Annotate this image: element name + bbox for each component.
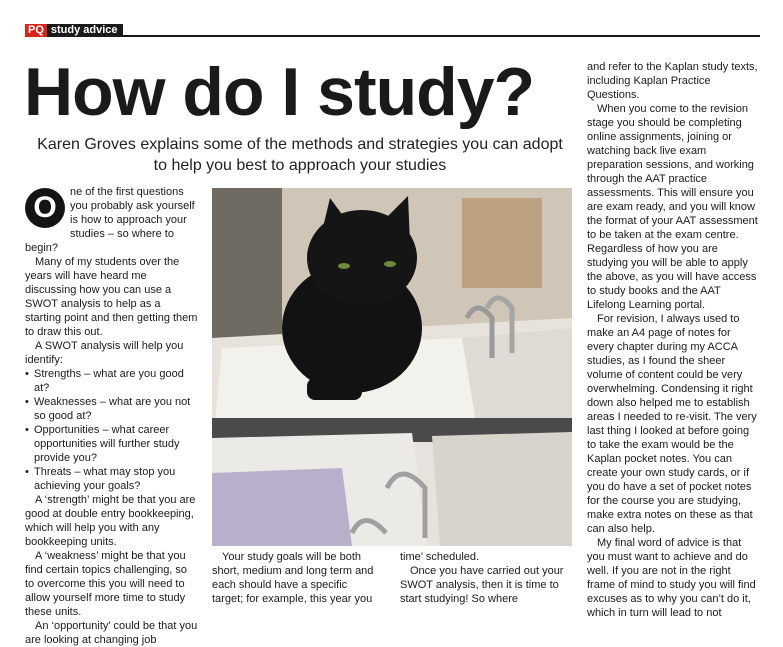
swot-list [25, 367, 198, 493]
article-standfirst: Karen Groves explains some of the methods and strategies you can adopt to help you best to approach your studies [37, 136, 563, 174]
list-item: • Opportunities – what career opportunities will further study provide you? [25, 423, 198, 465]
column-2 [212, 550, 374, 606]
column-4 [587, 60, 759, 620]
column-1 [25, 185, 198, 647]
paragraph: and refer to the Kaplan study texts, including Kaplan Practice Questions. [587, 61, 758, 101]
section-label: study advice [50, 24, 118, 36]
cat-paw [307, 378, 362, 400]
cat-eye-right [384, 261, 396, 267]
background-plant [462, 198, 542, 288]
paragraph: time’ scheduled. [400, 551, 480, 563]
paragraph: Many of my students over the years will have heard me discussing how you can use a SWOT analysis to help as a starting point and then getting them to draw this out. [25, 256, 198, 338]
photo-illustration [212, 188, 572, 546]
lined-notebook [432, 432, 572, 546]
article-title: How do I study? [24, 54, 535, 130]
paragraph: An ‘opportunity’ could be that you are looking at changing job [25, 620, 198, 646]
paragraph: For revision, I always used to make an A4 page of notes for every chapter during my ACCA studies, as I found the sheer volume of content could be very overwhelming. Condensing it right down also helped me to establish areas I needed to re-visit. The very last thing I looked at before going to take the exam would be the Kaplan pocket notes. You can create your own study cards, or if you do have a set of pocket notes for the course you are studying, make extra notes on these as that can also help. [587, 313, 757, 535]
paragraph: A SWOT analysis will help you identify: [25, 340, 184, 366]
paragraph: A ‘weakness’ might be that you find certain topics challenging, so to overcome this you will need to allow yourself more time to study these units. [25, 550, 188, 618]
drop-cap: O [25, 188, 65, 228]
column-3 [400, 550, 572, 606]
section-header [25, 24, 760, 38]
list-item: • Weaknesses – what are you not so good at? [25, 395, 198, 423]
paragraph: Once you have carried out your SWOT analysis, then it is time to start studying! So where [400, 565, 564, 605]
paragraph: When you come to the revision stage you should be completing online assignments, joining or watching back live exam preparation sessions, and working through the AAT practice assessments. This will ensure you are exam ready, and you will know the format of your AAT assessment to be taken at the exam centre. Regardless of how you are studying you will be able to apply the above, as you will have access to study books and the AAT Lifelong Learning portal. [587, 103, 758, 311]
list-item: • Threats – what may stop you achieving your goals? [25, 465, 198, 493]
section-tag [25, 24, 123, 37]
list-item: • Strengths – what are you good at? [25, 367, 198, 395]
paragraph: A ‘strength’ might be that you are good at double entry bookkeeping, which will help you with any bookkeeping units. [25, 494, 196, 548]
paragraph: Your study goals will be both short, medium and long term and each should have a specific target; for example, this year you [212, 551, 374, 605]
brand-logo: PQ [25, 24, 47, 37]
paragraph: ne of the first questions you probably ask yourself is how to approach your studies – so where to begin? [25, 186, 195, 254]
purple-booklet [212, 468, 352, 546]
cat-eye-left [338, 263, 350, 269]
header-rule [25, 35, 760, 37]
cat-on-binder-photo [212, 188, 572, 546]
paragraph: My final word of advice is that you must want to achieve and do well. If you are not in the right frame of mind to study you will find excuses as to why you can’t do it, which in turn will lead to not [587, 537, 756, 619]
binder-pages [462, 328, 572, 428]
